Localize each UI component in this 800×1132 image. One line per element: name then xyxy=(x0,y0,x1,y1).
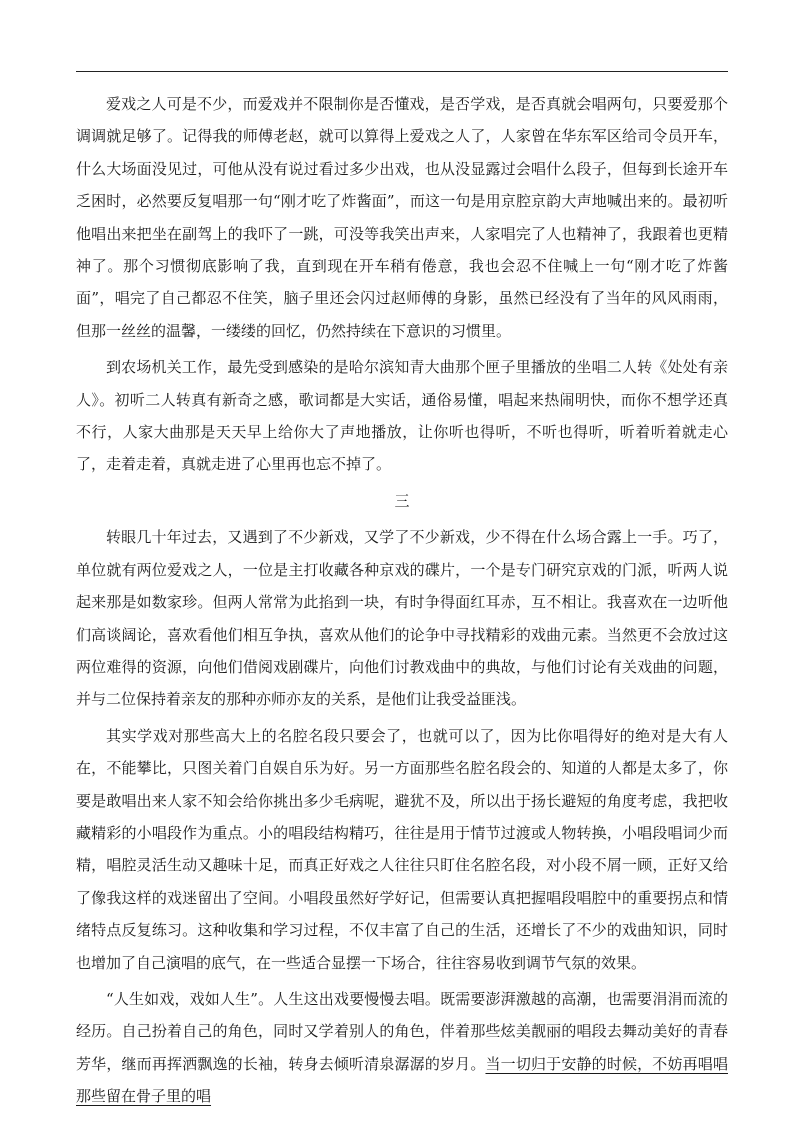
header-rule xyxy=(76,71,728,72)
paragraph-5-text: “人生如戏，戏如人生”。人生这出戏要慢慢去唱。既需要澎湃激越的高潮，也需要涓涓而流的经历。自己扮着自己的角色，同时又学着别人的角色，伴着那些炫美靓丽的唱段去舞动美好的青春芳华，继而再挥洒飘逸的长袖，转身去倾听清泉潺潺的岁月。 xyxy=(76,989,728,1073)
paragraph-5 xyxy=(76,983,728,1113)
paragraph-2: 到农场机关工作，最先受到感染的是哈尔滨知青大曲那个匣子里播放的坐唱二人转《处处有亲人》。初听二人转真有新奇之感，歌词都是大实话，通俗易懂，唱起来热闹明快，而你不想学还真不行，人家大曲那是天天早上给你大了声地播放，让你听也得听，不听也得听，听着听着就走心了，走着走着，真就走进了心里再也忘不掉了。 xyxy=(76,358,728,474)
section-number: 三 xyxy=(394,491,410,510)
paragraph-4: 其实学戏对那些高大上的名腔名段只要会了，也就可以了，因为比你唱得好的绝对是大有人在，不能攀比，只图关着门自娱自乐为好。另一方面那些名腔名段会的、知道的人都是太多了，你要是敢唱出来人家不知会给你挑出多少毛病呢，避犹不及，所以出于扬长避短的角度考虑，我把收藏精彩的小唱段作为重点。小的唱段结构精巧，往往是用于情节过渡或人物转换，小唱段唱词少而精，唱腔灵活生动又趣味十足，而真正好戏之人往往只盯住名腔名段，对小段不屑一顾，正好又给了像我这样的戏迷留出了空间。小唱段虽然好学好记，但需要认真把握唱段唱腔中的重要拐点和情绪特点反复练习。这种收集和学习过程，不仅丰富了自己的生活，还增长了不少的戏曲知识，同时也增加了自己演唱的底气，在一些适合显摆一下场合，往往容易收到调节气氛的效果。 xyxy=(76,726,728,972)
paragraph-3: 转眼几十年过去，又遇到了不少新戏，又学了不少新戏，少不得在什么场合露上一手。巧了，单位就有两位爱戏之人，一位是主打收藏各种京戏的碟片，一个是专门研究京戏的门派，听两人说起来那是如数家珍。但两人常常为此掐到一块，有时争得面红耳赤，互不相让。我喜欢在一边听他们高谈阔论，喜欢看他们相互争执，喜欢从他们的论争中寻找精彩的戏曲元素。当然更不会放过这两位难得的资源，向他们借阅戏剧碟片，向他们讨教戏曲中的典故，与他们讨论有关戏曲的问题，并与二位保持着亲友的那种亦师亦友的关系，是他们让我受益匪浅。 xyxy=(76,528,728,709)
paragraph-1: 爱戏之人可是不少，而爱戏并不限制你是否懂戏，是否学戏，是否真就会唱两句，只要爱那个调调就足够了。记得我的师傅老赵，就可以算得上爱戏之人了，人家曾在华东军区给司令员开车，什么大场面没见过，可他从没有说过看过多少出戏，也从没显露过会唱什么段子，但每到长途开车乏困时，必然要反复唱那一句“刚才吃了炸酱面”，而这一句是用京腔京韵大声地喊出来的。最初听他唱出来把坐在副驾上的我吓了一跳，可没等我笑出声来，人家唱完了人也精神了，我跟着也更精神了。那个习惯彻底影响了我，直到现在开车稍有倦意，我也会忍不住喊上一句“刚才吃了炸酱面”，唱完了自己都忍不住笑，脑子里还会闪过赵师傅的身影，虽然已经没有了当年的风风雨雨，但那一丝丝的温馨，一缕缕的回忆，仍然持续在下意识的习惯里。 xyxy=(76,95,728,340)
document-body xyxy=(76,88,728,1117)
underlined-sentence: 当一切归于安静的时候，不妨再唱唱那些留在骨子里的唱 xyxy=(76,1054,728,1106)
